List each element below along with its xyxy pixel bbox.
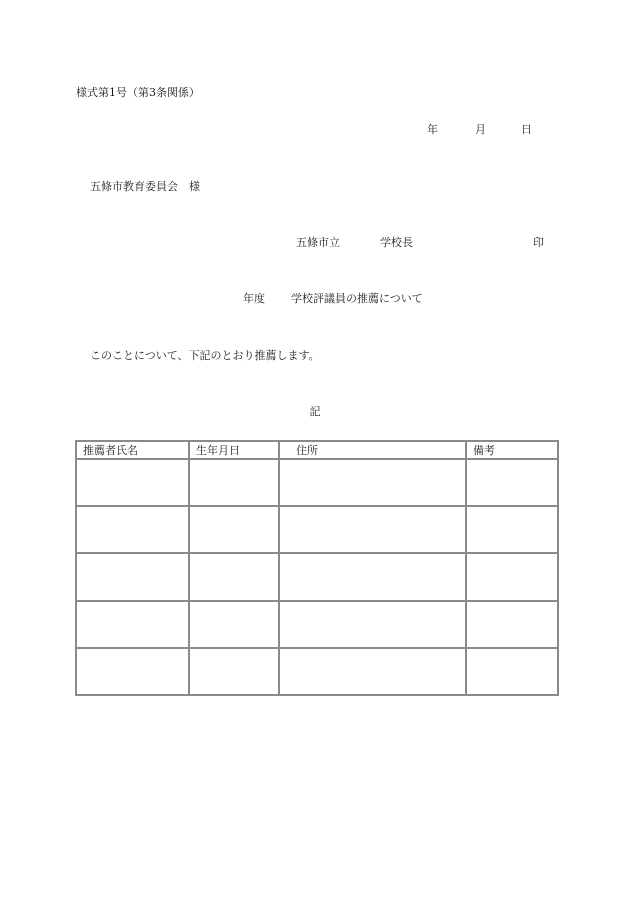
cell-birthdate[interactable] [189,506,279,553]
cell-birthdate[interactable] [189,601,279,648]
table-row [76,506,558,553]
cell-name[interactable] [76,553,189,600]
addressee: 五條市教育委員会 様 [90,180,200,193]
header-birthdate: 生年月日 [189,441,279,459]
cell-remarks[interactable] [466,553,558,600]
sender-city: 五條市立 [296,236,340,249]
cell-remarks[interactable] [466,459,558,506]
seal-mark: 印 [533,236,544,249]
subject-line [0,292,630,306]
date-month-unit: 月 [475,123,486,136]
cell-address[interactable] [279,553,466,600]
table-row [76,459,558,506]
cell-birthdate[interactable] [189,553,279,600]
cell-name[interactable] [76,459,189,506]
header-address: 住所 [279,441,466,459]
table-row [76,601,558,648]
cell-name[interactable] [76,648,189,695]
cell-address[interactable] [279,601,466,648]
subject-year-suffix: 年度 [243,292,265,305]
cell-address[interactable] [279,459,466,506]
date-line [0,123,630,137]
cell-remarks[interactable] [466,506,558,553]
cell-address[interactable] [279,506,466,553]
header-name: 推薦者氏名 [76,441,189,459]
body-text: このことについて、下記のとおり推薦します。 [90,349,320,362]
cell-name[interactable] [76,601,189,648]
recommendation-table [75,440,559,696]
cell-birthdate[interactable] [189,648,279,695]
header-remarks: 備考 [466,441,558,459]
table-row [76,648,558,695]
cell-address[interactable] [279,648,466,695]
cell-remarks[interactable] [466,648,558,695]
sender-line [0,236,630,250]
form-number: 様式第1号（第3条関係） [76,86,200,99]
cell-remarks[interactable] [466,601,558,648]
cell-birthdate[interactable] [189,459,279,506]
ki-heading: 記 [309,405,321,418]
subject-title: 学校評議員の推薦について [291,292,423,305]
table-header-row [76,441,558,459]
sender-school-suffix: 学校長 [380,236,413,249]
date-year-unit: 年 [427,123,438,136]
cell-name[interactable] [76,506,189,553]
date-day-unit: 日 [521,123,532,136]
table-row [76,553,558,600]
